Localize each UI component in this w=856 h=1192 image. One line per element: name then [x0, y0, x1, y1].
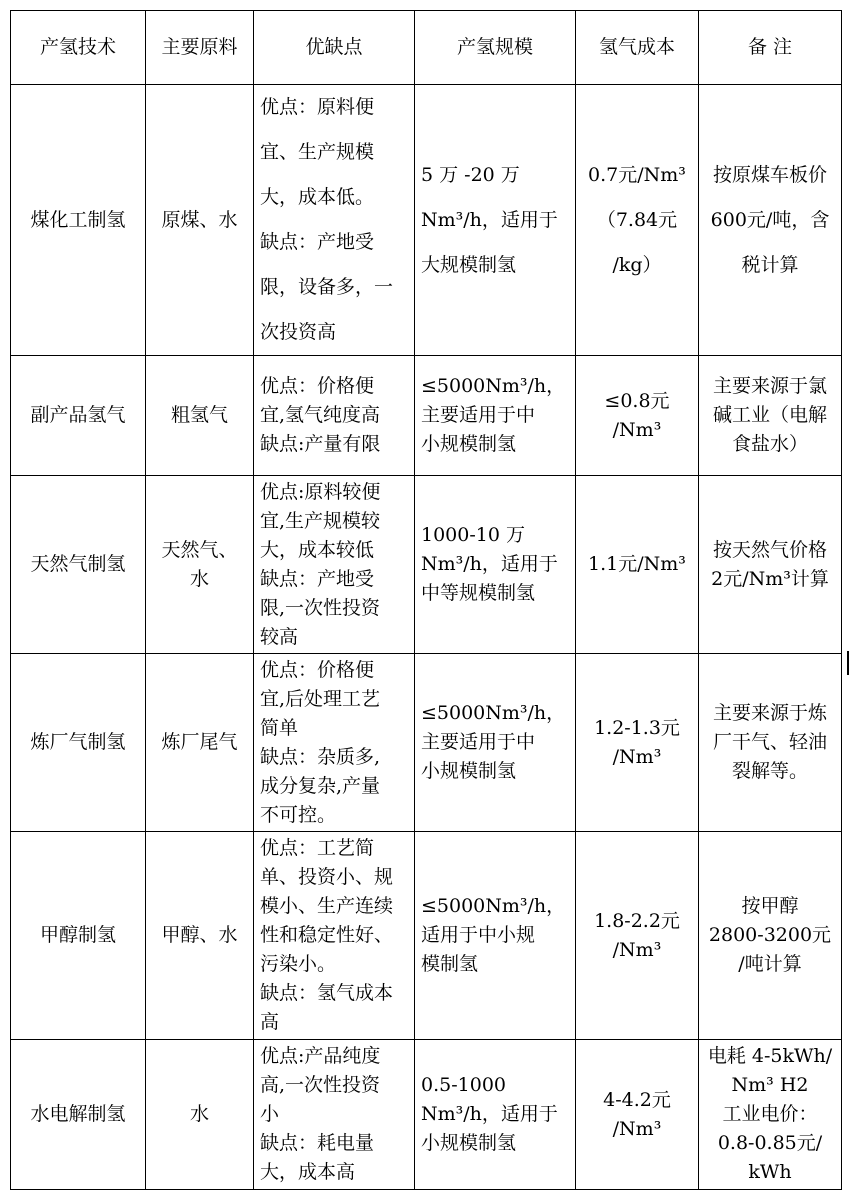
scale-cell: 5 万 -20 万 Nm³/h，适用于 大规模制氢: [415, 85, 576, 356]
header-note: 备 注: [699, 11, 842, 85]
table-row: [11, 654, 842, 832]
header-scale: 产氢规模: [415, 11, 576, 85]
tech-cell: 天然气制氢: [11, 476, 146, 654]
pros-cons-cell: 优点:产品纯度 高,一次性投资 小 缺点：耗电量 大，成本高: [254, 1040, 415, 1190]
note-cell: 按天然气价格 2元/Nm³计算: [699, 476, 842, 654]
cost-cell: ≤0.8元 /Nm³: [576, 356, 699, 476]
header-row: [11, 11, 842, 85]
note-cell: 按原煤车板价 600元/吨，含 税计算: [699, 85, 842, 356]
tech-cell: 甲醇制氢: [11, 832, 146, 1040]
pros-cons-cell: 优点：价格便 宜,后处理工艺 简单 缺点：杂质多, 成分复杂,产量 不可控。: [254, 654, 415, 832]
pros-cons-cell: 优点：工艺简 单、投资小、规 模小、生产连续 性和稳定性好、 污染小。 缺点：氢气成本 高: [254, 832, 415, 1040]
scale-cell: 0.5-1000 Nm³/h，适用于 小规模制氢: [415, 1040, 576, 1190]
header-material: 主要原料: [146, 11, 254, 85]
pros-cons-cell: 优点:原料较便 宜,生产规模较 大，成本较低 缺点：产地受 限,一次性投资 较高: [254, 476, 415, 654]
material-cell: 原煤、水: [146, 85, 254, 356]
tech-cell: 煤化工制氢: [11, 85, 146, 356]
pros-cons-cell: 优点：原料便 宜、生产规模 大，成本低。 缺点：产地受 限，设备多，一 次投资高: [254, 85, 415, 356]
cost-cell: 1.8-2.2元 /Nm³: [576, 832, 699, 1040]
tech-cell: 水电解制氢: [11, 1040, 146, 1190]
scale-cell: 1000-10 万 Nm³/h，适用于 中等规模制氢: [415, 476, 576, 654]
header-cost: 氢气成本: [576, 11, 699, 85]
table-row: [11, 476, 842, 654]
cost-cell: 4-4.2元 /Nm³: [576, 1040, 699, 1190]
table-row: [11, 85, 842, 356]
scale-cell: ≤5000Nm³/h， 主要适用于中 小规模制氢: [415, 356, 576, 476]
tech-cell: 炼厂气制氢: [11, 654, 146, 832]
material-cell: 水: [146, 1040, 254, 1190]
material-cell: 天然气、 水: [146, 476, 254, 654]
cost-cell: 1.1元/Nm³: [576, 476, 699, 654]
hydrogen-production-table: [10, 10, 842, 1190]
text-cursor-mark: [847, 651, 849, 675]
cost-cell: 0.7元/Nm³ （7.84元 /kg）: [576, 85, 699, 356]
material-cell: 炼厂尾气: [146, 654, 254, 832]
note-cell: 主要来源于炼 厂干气、轻油 裂解等。: [699, 654, 842, 832]
header-tech: 产氢技术: [11, 11, 146, 85]
header-pros-cons: 优缺点: [254, 11, 415, 85]
scale-cell: ≤5000Nm³/h， 适用于中小规 模制氢: [415, 832, 576, 1040]
pros-cons-cell: 优点：价格便 宜,氢气纯度高 缺点:产量有限: [254, 356, 415, 476]
note-cell: 按甲醇 2800-3200元 /吨计算: [699, 832, 842, 1040]
material-cell: 粗氢气: [146, 356, 254, 476]
material-cell: 甲醇、水: [146, 832, 254, 1040]
scale-cell: ≤5000Nm³/h， 主要适用于中 小规模制氢: [415, 654, 576, 832]
note-cell: 主要来源于氯 碱工业（电解 食盐水）: [699, 356, 842, 476]
table-row: [11, 356, 842, 476]
note-cell: 电耗 4-5kWh/ Nm³ H2 工业电价： 0.8-0.85元/ kWh: [699, 1040, 842, 1190]
cost-cell: 1.2-1.3元 /Nm³: [576, 654, 699, 832]
table-row: [11, 832, 842, 1040]
table-row: [11, 1040, 842, 1190]
tech-cell: 副产品氢气: [11, 356, 146, 476]
